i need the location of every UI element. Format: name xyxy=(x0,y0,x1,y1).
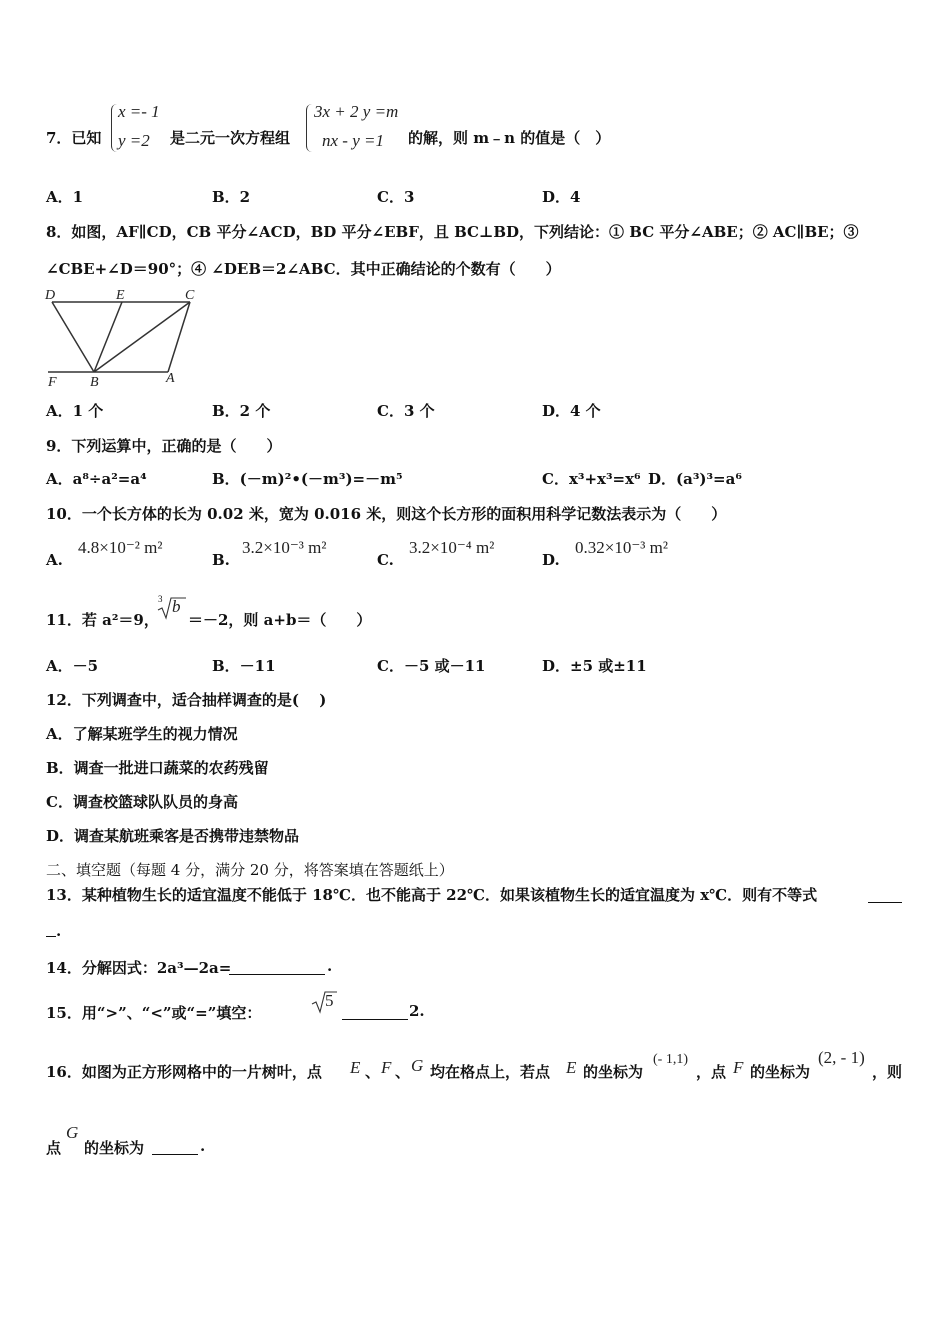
q7-brace-2 xyxy=(306,104,313,152)
q10-letter-c: C. xyxy=(377,551,394,569)
q8-figure xyxy=(40,284,210,390)
label-d: D xyxy=(45,288,56,303)
q7-option-c: C．3 xyxy=(377,188,415,206)
q7-sys2-eq1: 3x + 2 y =m xyxy=(314,102,399,121)
q7-tail-text: 的解，则 m﹣n 的值是（ ） xyxy=(408,129,611,147)
q10-letter-a: A. xyxy=(46,551,63,569)
q16-coord-e: (- 1,1) xyxy=(653,1052,688,1067)
q16-sep-1: 、 xyxy=(365,1063,381,1081)
q16-coord-f: (2, - 1) xyxy=(818,1048,865,1067)
q15-square-root xyxy=(311,988,337,1014)
q15-pre: 15．用“>”、“<”或“=”填空： xyxy=(46,1004,262,1022)
q15-answer-blank[interactable] xyxy=(342,1003,408,1020)
q7-option-a: A．1 xyxy=(46,188,84,206)
q13-answer-blank[interactable] xyxy=(868,886,902,903)
q16-point-f-2: F xyxy=(733,1058,744,1077)
label-f: F xyxy=(48,375,57,390)
line-db xyxy=(52,302,94,372)
label-a: A xyxy=(166,371,175,386)
q16-line-2-post: 的坐标为 xyxy=(84,1139,145,1157)
q9-option-c: C．x³+x³=x⁶ xyxy=(542,470,641,488)
q8-option-b: B．2 个 xyxy=(212,402,271,420)
line-ca xyxy=(168,302,190,372)
radical-sign-icon xyxy=(156,596,186,620)
section-2-heading: 二、填空题（每题 4 分，满分 20 分，将答案填在答题纸上） xyxy=(46,861,454,879)
q16-mid-2: 的坐标为 xyxy=(583,1063,644,1081)
q7-option-d: D．4 xyxy=(542,188,581,206)
q16-point-g: G xyxy=(411,1056,424,1075)
q16-mid-1: 均在格点上，若点 xyxy=(430,1063,551,1081)
q9-option-a: A．a⁸÷a²=a⁴ xyxy=(46,470,147,488)
label-b: B xyxy=(90,375,99,390)
q16-line-2-pre: 点 xyxy=(46,1139,62,1157)
q11-radical-index: 3 xyxy=(158,594,163,604)
q11-pre: 11．若 a²＝9， xyxy=(46,611,159,629)
q16-pre: 16．如图为正方形网格中的一片树叶，点 xyxy=(46,1063,322,1081)
q16-tail: ，则 xyxy=(872,1063,903,1081)
q11-option-c: C．－5 或－11 xyxy=(377,657,486,675)
q7-number: 7．已知 xyxy=(46,129,102,147)
q10-letter-d: D. xyxy=(542,551,560,569)
q8-option-d: D．4 个 xyxy=(542,402,601,420)
q16-point-e: E xyxy=(350,1058,361,1077)
q16-sep-2: 、 xyxy=(395,1063,411,1081)
q14-answer-blank[interactable] xyxy=(229,958,325,975)
q16-mid-3: ，点 xyxy=(696,1063,727,1081)
q8-option-a: A．1 个 xyxy=(46,402,104,420)
q9-option-d: D．(a³)³=a⁶ xyxy=(648,470,742,488)
q16-mid-4: 的坐标为 xyxy=(750,1063,811,1081)
q12-option-c: C．调查校篮球队队员的身高 xyxy=(46,793,238,811)
q11-cube-root xyxy=(156,594,186,620)
q16-point-e-2: E xyxy=(566,1058,577,1077)
q12-option-d: D．调查某航班乘客是否携带违禁物品 xyxy=(46,827,300,845)
q11-radicand: b xyxy=(172,597,181,616)
q10-value-b: 3.2×10⁻³ m² xyxy=(242,538,327,557)
q16-answer-blank[interactable] xyxy=(152,1138,198,1155)
label-e: E xyxy=(116,288,125,303)
q10-letter-b: B. xyxy=(212,551,230,569)
q16-point-g-2: G xyxy=(66,1123,79,1142)
q7-option-b: B．2 xyxy=(212,188,251,206)
q15-radicand: 5 xyxy=(325,991,334,1010)
q9-stem: 9．下列运算中，正确的是（ ） xyxy=(46,437,282,455)
q12-option-b: B．调查一批进口蔬菜的农药残留 xyxy=(46,759,269,777)
q11-post: ＝－2，则 a+b＝（ ） xyxy=(188,611,372,629)
q16-line-2-end: . xyxy=(200,1137,206,1155)
q14-pre: 14．分解因式：2a³—2a= xyxy=(46,959,232,977)
q12-option-a: A．了解某班学生的视力情况 xyxy=(46,725,238,743)
q10-value-a: 4.8×10⁻² m² xyxy=(78,538,163,557)
q7-sys1-eq2: y =2 xyxy=(118,131,150,150)
q7-mid-text: 是二元一次方程组 xyxy=(170,129,291,147)
q8-line-1: 8．如图，AF∥CD，CB 平分∠ACD，BD 平分∠EBF，且 BC⊥BD，下列结论：① BC 平分∠ABE；② AC∥BE；③ xyxy=(46,223,859,241)
q7-sys2-eq2: nx - y =1 xyxy=(322,131,384,150)
q16-point-f: F xyxy=(381,1058,392,1077)
q14-post: . xyxy=(327,957,333,975)
q8-line-2: ∠CBE+∠D＝90°；④ ∠DEB＝2∠ABC．其中正确结论的个数有（ ） xyxy=(46,260,561,278)
q7-brace-1 xyxy=(111,104,118,152)
q10-value-c: 3.2×10⁻⁴ m² xyxy=(409,538,495,557)
q8-option-c: C．3 个 xyxy=(377,402,435,420)
q11-option-b: B．－11 xyxy=(212,657,276,675)
q9-option-b: B．(－m)²•(－m³)=－m⁵ xyxy=(212,470,403,488)
q13-line-1: 13．某种植物生长的适宜温度不能低于 18℃．也不能高于 22℃．如果该植物生长的适宜温度为 x℃．则有不等式 xyxy=(46,886,818,904)
q10-value-d: 0.32×10⁻³ m² xyxy=(575,538,668,557)
q11-option-d: D．±5 或±11 xyxy=(542,657,647,675)
q10-stem: 10．一个长方体的长为 0.02 米，宽为 0.016 米，则这个长方形的面积用科学记数法表示为（ ） xyxy=(46,505,727,523)
q11-option-a: A．－5 xyxy=(46,657,99,675)
q7-sys1-eq1: x =- 1 xyxy=(118,102,160,121)
q15-post: 2. xyxy=(409,1002,425,1020)
q13-line-2-end: . xyxy=(56,922,62,940)
q12-stem: 12．下列调查中，适合抽样调查的是( ) xyxy=(46,691,327,709)
q13-answer-blank-cont[interactable] xyxy=(46,920,56,937)
label-c: C xyxy=(185,288,195,303)
